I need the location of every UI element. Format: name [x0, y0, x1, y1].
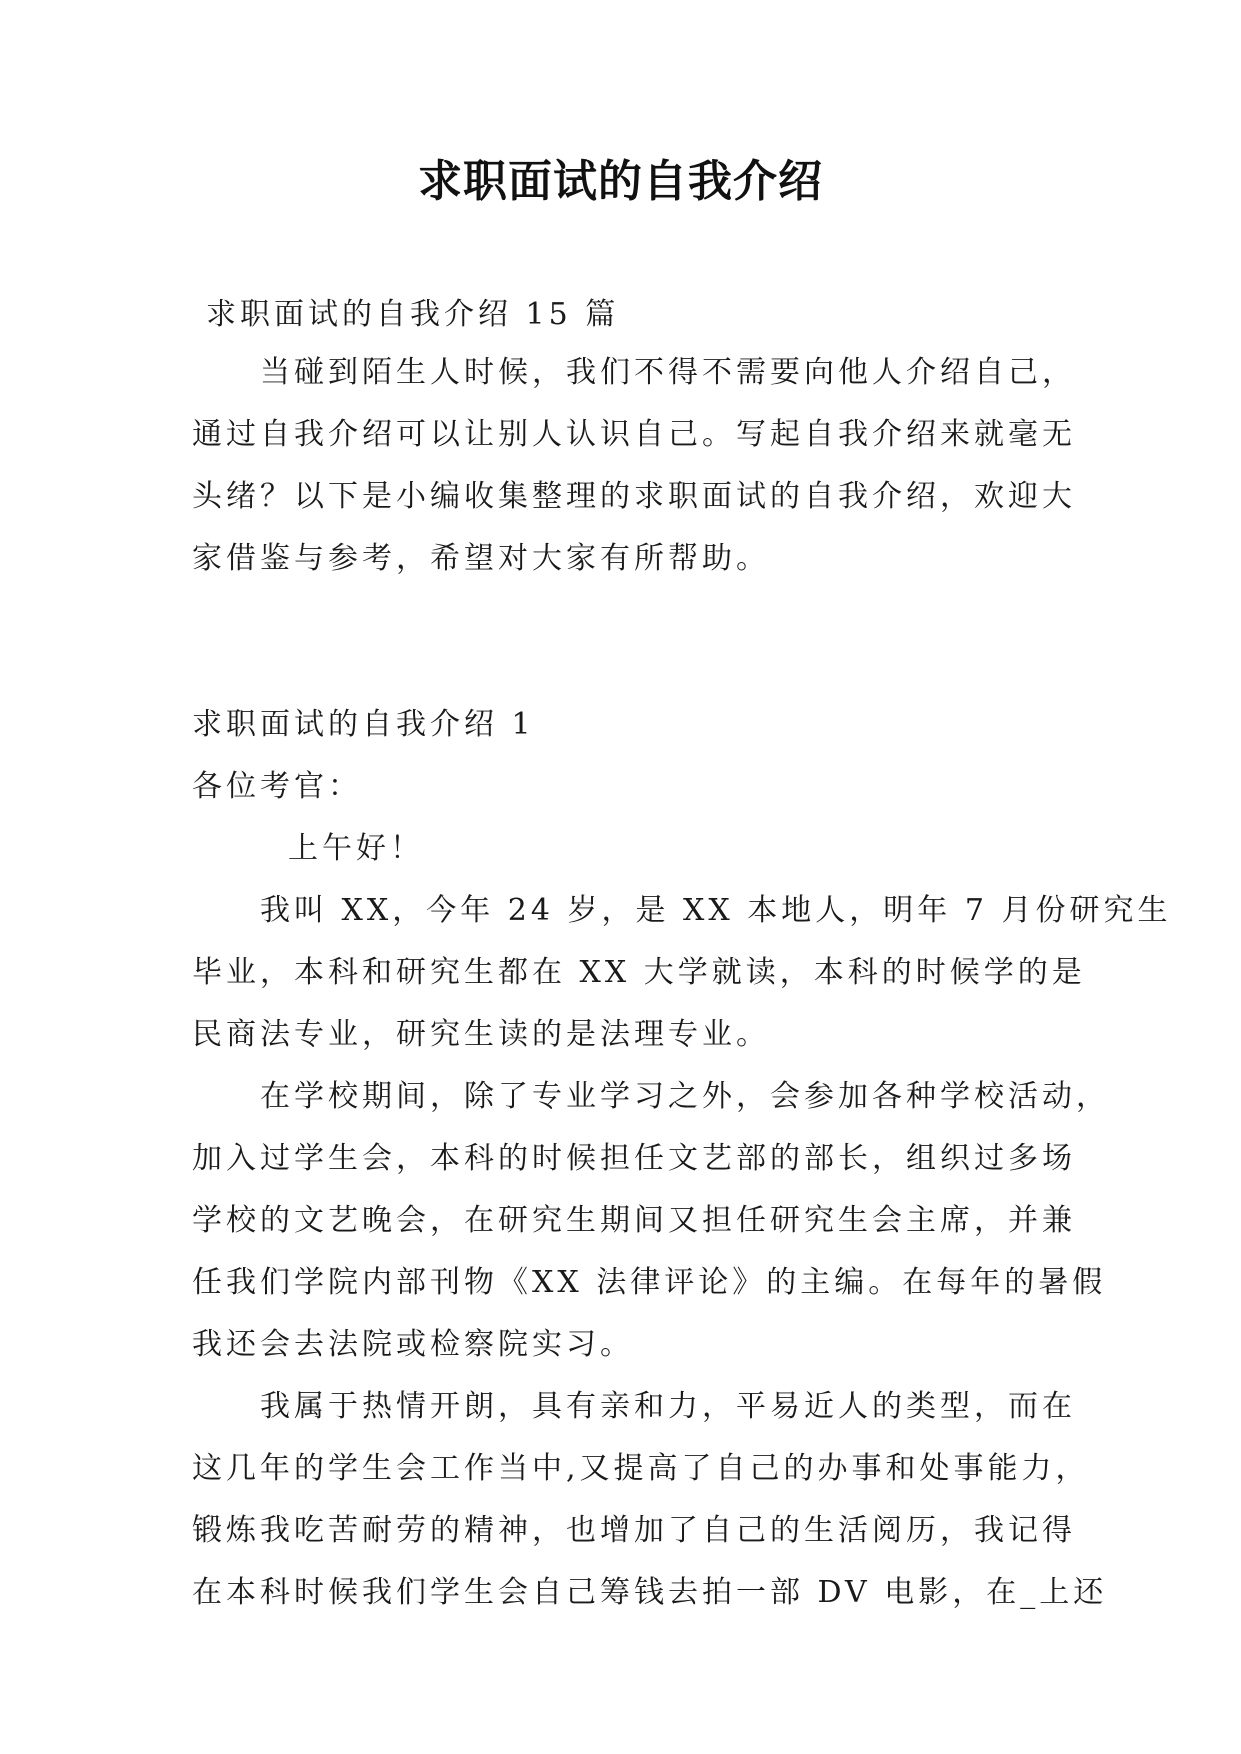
paragraph-line: 毕业，本科和研究生都在 XX 大学就读，本科的时候学的是 — [192, 955, 1086, 990]
intro-paragraph — [192, 342, 1076, 590]
paragraph-line: 当碰到陌生人时候，我们不得不需要向他人介绍自己， — [260, 355, 1076, 390]
paragraph-line: 家借鉴与参考，希望对大家有所帮助。 — [192, 541, 770, 576]
paragraph-line: 锻炼我吃苦耐劳的精神，也增加了自己的生活阅历，我记得 — [192, 1513, 1076, 1548]
paragraph-line: 加入过学生会，本科的时候担任文艺部的部长，组织过多场 — [192, 1141, 1076, 1176]
paragraph-line: 民商法专业，研究生读的是法理专业。 — [192, 1017, 770, 1052]
salutation: 各位考官： — [192, 769, 362, 804]
greeting: 上午好！ — [288, 831, 424, 866]
paragraph-line: 我属于热情开朗，具有亲和力，平易近人的类型，而在 — [260, 1389, 1076, 1424]
subtitle-line: 求职面试的自我介绍 15 篇 — [206, 297, 620, 332]
paragraph-2 — [192, 1066, 1110, 1376]
paragraph-line: 在学校期间，除了专业学习之外，会参加各种学校活动， — [260, 1079, 1110, 1114]
paragraph-line: 任我们学院内部刊物《XX 法律评论》的主编。在每年的暑假 — [192, 1265, 1107, 1300]
section-heading: 求职面试的自我介绍 1 — [192, 707, 535, 742]
document-subtitle — [206, 284, 1066, 346]
paragraph-line: 通过自我介绍可以让别人认识自己。写起自我介绍来就毫无 — [192, 417, 1076, 452]
paragraph-line: 我叫 XX，今年 24 岁，是 XX 本地人，明年 7 月份研究生 — [260, 893, 1172, 928]
paragraph-line: 学校的文艺晚会，在研究生期间又担任研究生会主席，并兼 — [192, 1203, 1076, 1238]
paragraph-line: 在本科时候我们学生会自己筹钱去拍一部 DV 电影，在_上还 — [192, 1575, 1108, 1610]
paragraph-line: 头绪？以下是小编收集整理的求职面试的自我介绍，欢迎大 — [192, 479, 1076, 514]
section-1 — [192, 694, 1172, 1624]
document-title: 求职面试的自我介绍 — [418, 156, 823, 207]
paragraph-line: 我还会去法院或检察院实习。 — [192, 1327, 634, 1362]
paragraph-1 — [192, 880, 1172, 1066]
paragraph-3 — [192, 1376, 1108, 1624]
paragraph-line: 这几年的学生会工作当中,又提高了自己的办事和处事能力， — [192, 1451, 1090, 1486]
